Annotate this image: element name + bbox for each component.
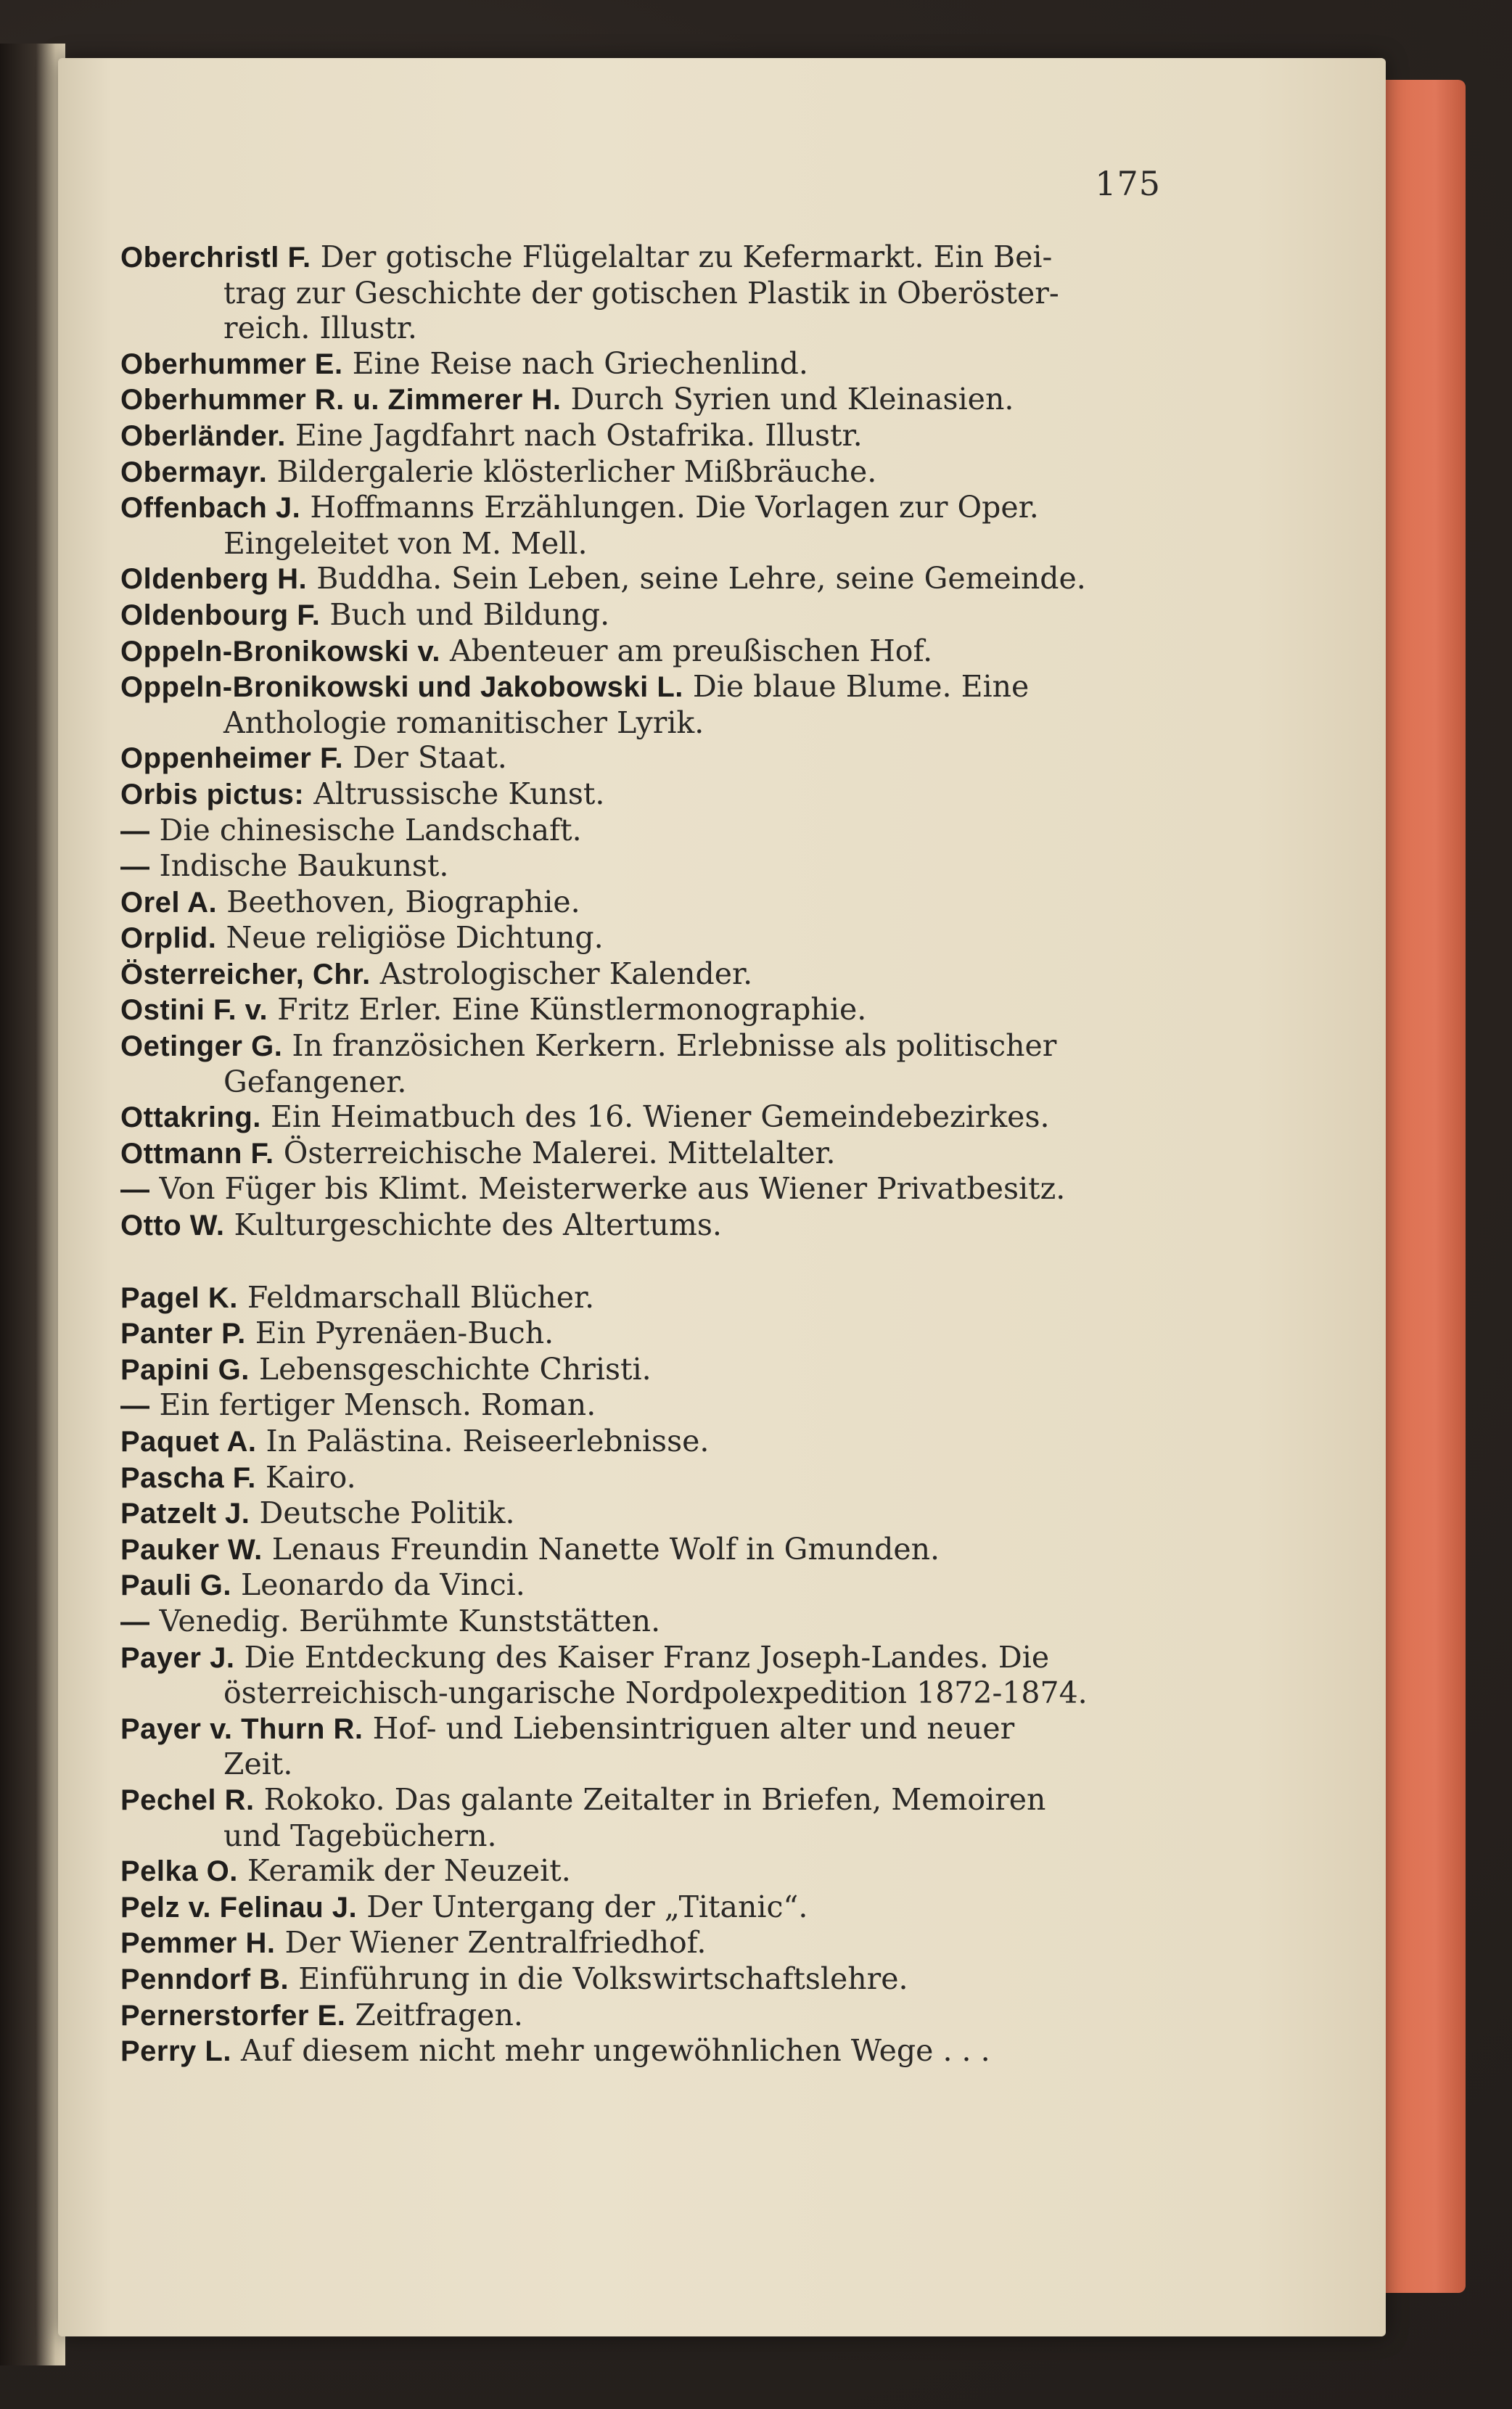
bibliography-list xyxy=(120,239,1165,2069)
entry-first-line xyxy=(120,1207,1165,1244)
entry-first-line xyxy=(120,382,1165,418)
entry-title: Keramik der Neuzeit. xyxy=(247,1853,571,1889)
entry-first-line xyxy=(120,920,1165,956)
bibliography-entry xyxy=(120,992,1165,1028)
bibliography-entry xyxy=(120,1711,1165,1782)
entry-first-line xyxy=(120,1998,1165,2034)
bibliography-entry xyxy=(120,2033,1165,2069)
entry-author: Ostini F. v. xyxy=(120,994,268,1027)
bibliography-entry xyxy=(120,1352,1165,1388)
book-spine xyxy=(0,44,65,2365)
entry-author: Panter P. xyxy=(120,1318,246,1350)
bibliography-entry xyxy=(120,633,1165,670)
entry-first-line xyxy=(120,597,1165,633)
entry-first-line xyxy=(120,239,1165,276)
entry-author: Ottmann F. xyxy=(120,1137,274,1170)
entry-title: Durch Syrien und Kleinasien. xyxy=(570,382,1014,417)
entry-title: Deutsche Politik. xyxy=(259,1495,515,1531)
entry-title: In französichen Kerkern. Erlebnisse als politischer xyxy=(292,1028,1057,1064)
entry-first-line xyxy=(120,1711,1165,1747)
entry-title: Ein fertiger Mensch. Roman. xyxy=(159,1387,596,1423)
entry-author: Pemmer H. xyxy=(120,1927,276,1960)
entry-author: Oberhummer R. u. Zimmerer H. xyxy=(120,384,562,416)
entry-first-line xyxy=(120,1460,1165,1496)
entry-author: Pelka O. xyxy=(120,1855,238,1888)
entry-title: Zeitfragen. xyxy=(355,1997,523,2032)
entry-first-line xyxy=(120,1387,1165,1424)
entry-first-line xyxy=(120,490,1165,526)
entry-title: Österreichische Malerei. Mittelalter. xyxy=(283,1135,836,1170)
entry-title: Lenaus Freundin Nanette Wolf in Gmunden. xyxy=(271,1531,940,1567)
entry-author: Oetinger G. xyxy=(120,1030,283,1063)
entry-continuation xyxy=(120,1818,1165,1854)
entry-title: Eine Reise nach Griechenlind. xyxy=(352,345,808,381)
entry-author: Oberhummer E. xyxy=(120,348,343,380)
bibliography-entry xyxy=(120,382,1165,418)
entry-author: Offenbach J. xyxy=(120,492,301,525)
bibliography-entry xyxy=(120,885,1165,921)
section-gap xyxy=(120,1244,1165,1280)
bibliography-entry xyxy=(120,418,1165,454)
entry-title: Die blaue Blume. Eine xyxy=(692,669,1030,705)
bibliography-entry xyxy=(120,813,1165,849)
entry-first-line xyxy=(120,633,1165,670)
bibliography-entry xyxy=(120,1424,1165,1460)
bibliography-entry xyxy=(120,848,1165,885)
entry-title: Gefangener. xyxy=(223,1064,407,1099)
entry-first-line xyxy=(120,848,1165,885)
bibliography-entry xyxy=(120,740,1165,776)
entry-author: Payer J. xyxy=(120,1641,235,1674)
entry-author: Oppenheimer F. xyxy=(120,742,344,775)
entry-author: Perry L. xyxy=(120,2035,231,2068)
entry-continuation xyxy=(120,311,1165,346)
bibliography-entry xyxy=(120,1640,1165,1711)
bibliography-entry xyxy=(120,561,1165,597)
bibliography-entry xyxy=(120,346,1165,382)
bibliography-entry xyxy=(120,1207,1165,1244)
entry-first-line xyxy=(120,740,1165,776)
entry-author: Oldenbourg F. xyxy=(120,599,321,631)
entry-first-line xyxy=(120,1532,1165,1568)
bibliography-entry xyxy=(120,1280,1165,1316)
entry-title: Altrussische Kunst. xyxy=(313,776,605,811)
bibliography-entry xyxy=(120,1028,1165,1099)
page-number: 175 xyxy=(1095,164,1161,203)
entry-first-line xyxy=(120,1853,1165,1889)
entry-author: Patzelt J. xyxy=(120,1498,250,1530)
entry-title: Fritz Erler. Eine Künstlermonographie. xyxy=(277,992,867,1027)
entry-continuation xyxy=(120,526,1165,562)
entry-author: Pauli G. xyxy=(120,1569,231,1602)
entry-title: Eine Jagdfahrt nach Ostafrika. Illustr. xyxy=(295,417,863,453)
entry-author: Oberländer. xyxy=(120,419,286,452)
entry-author: Penndorf B. xyxy=(120,1963,289,1995)
entry-first-line xyxy=(120,956,1165,993)
entry-first-line xyxy=(120,1925,1165,1961)
entry-title: und Tagebüchern. xyxy=(223,1818,497,1853)
entry-first-line xyxy=(120,1495,1165,1532)
bibliography-entry xyxy=(120,1998,1165,2034)
entry-author: Otto W. xyxy=(120,1210,225,1242)
entry-title: trag zur Geschichte der gotischen Plastik in Oberöster- xyxy=(223,275,1059,311)
bibliography-entry xyxy=(120,1782,1165,1853)
entry-continuation xyxy=(120,1747,1165,1782)
bibliography-entry xyxy=(120,1136,1165,1172)
bibliography-entry xyxy=(120,920,1165,956)
entry-title: Rokoko. Das galante Zeitalter in Briefen, Memoiren xyxy=(263,1781,1046,1817)
entry-first-line xyxy=(120,1640,1165,1676)
entry-title: In Palästina. Reiseerlebnisse. xyxy=(266,1424,710,1458)
bibliography-entry xyxy=(120,1532,1165,1568)
entry-first-line xyxy=(120,1171,1165,1207)
entry-title: Die Entdeckung des Kaiser Franz Joseph-Landes. Die xyxy=(244,1639,1050,1675)
entry-first-line xyxy=(120,561,1165,597)
entry-title: Hoffmanns Erzählungen. Die Vorlagen zur Oper. xyxy=(310,490,1039,525)
entry-title: Venedig. Berühmte Kunststätten. xyxy=(159,1603,661,1638)
entry-first-line xyxy=(120,992,1165,1028)
entry-title: Von Füger bis Klimt. Meisterwerke aus Wiener Privatbesitz. xyxy=(159,1171,1066,1207)
entry-author: — xyxy=(120,814,150,847)
entry-first-line xyxy=(120,1028,1165,1064)
entry-title: Ein Pyrenäen-Buch. xyxy=(255,1316,554,1351)
entry-first-line xyxy=(120,1961,1165,1998)
entry-author: Pernerstorfer E. xyxy=(120,1999,346,2032)
entry-title: Hof- und Liebensintriguen alter und neuer xyxy=(372,1710,1015,1746)
entry-title: Eingeleitet von M. Mell. xyxy=(223,525,588,561)
entry-first-line xyxy=(120,1424,1165,1460)
entry-author: — xyxy=(120,1390,150,1422)
entry-first-line xyxy=(120,418,1165,454)
bibliography-entry xyxy=(120,490,1165,561)
entry-title: Buch und Bildung. xyxy=(329,596,610,632)
entry-title: Die chinesische Landschaft. xyxy=(159,812,582,848)
entry-continuation xyxy=(120,276,1165,311)
bibliography-entry xyxy=(120,776,1165,813)
entry-first-line xyxy=(120,1099,1165,1136)
entry-title: österreichisch-ungarische Nordpolexpedition 1872-1874. xyxy=(223,1675,1088,1711)
entry-continuation xyxy=(120,1675,1165,1711)
entry-first-line xyxy=(120,2033,1165,2069)
entry-first-line xyxy=(120,1604,1165,1640)
entry-title: Astrologischer Kalender. xyxy=(379,956,753,991)
entry-title: Abenteuer am preußischen Hof. xyxy=(449,633,933,668)
entry-continuation xyxy=(120,705,1165,741)
entry-first-line xyxy=(120,1316,1165,1352)
entry-author: Pechel R. xyxy=(120,1784,255,1816)
bibliography-entry xyxy=(120,454,1165,491)
entry-first-line xyxy=(120,1889,1165,1926)
entry-author: Paquet A. xyxy=(120,1426,257,1458)
entry-first-line xyxy=(120,1567,1165,1604)
entry-author: Pelz v. Felinau J. xyxy=(120,1891,358,1924)
bibliography-entry xyxy=(120,1889,1165,1926)
entry-title: Kairo. xyxy=(265,1459,356,1495)
bibliography-entry xyxy=(120,1567,1165,1604)
entry-first-line xyxy=(120,454,1165,491)
entry-author: Pagel K. xyxy=(120,1281,238,1314)
entry-first-line xyxy=(120,1280,1165,1316)
entry-author: Oppeln-Bronikowski v. xyxy=(120,635,440,668)
entry-title: Kulturgeschichte des Altertums. xyxy=(234,1207,722,1243)
entry-title: Ein Heimatbuch des 16. Wiener Gemeindebezirkes. xyxy=(270,1099,1050,1135)
bibliography-entry xyxy=(120,669,1165,740)
entry-author: Obermayr. xyxy=(120,456,268,488)
entry-title: Der Staat. xyxy=(353,740,507,776)
entry-title: Zeit. xyxy=(223,1747,293,1782)
bibliography-entry xyxy=(120,1460,1165,1496)
entry-author: Orel A. xyxy=(120,886,218,919)
entry-title: Neue religiöse Dichtung. xyxy=(226,920,604,956)
bibliography-entry xyxy=(120,239,1165,346)
entry-author: Österreicher, Chr. xyxy=(120,958,371,990)
entry-title: Anthologie romanitischer Lyrik. xyxy=(223,705,704,740)
entry-author: Oppeln-Bronikowski und Jakobowski L. xyxy=(120,671,683,704)
bibliography-entry xyxy=(120,1853,1165,1889)
entry-title: Feldmarschall Blücher. xyxy=(247,1279,595,1315)
entry-first-line xyxy=(120,1136,1165,1172)
bibliography-entry xyxy=(120,1387,1165,1424)
entry-author: Oberchristl F. xyxy=(120,242,311,274)
bibliography-entry xyxy=(120,597,1165,633)
entry-first-line xyxy=(120,813,1165,849)
entry-title: Lebensgeschichte Christi. xyxy=(258,1351,652,1387)
entry-first-line xyxy=(120,776,1165,813)
bibliography-entry xyxy=(120,956,1165,993)
entry-title: Bildergalerie klösterlicher Mißbräuche. xyxy=(276,454,877,489)
entry-title: Der Wiener Zentralfriedhof. xyxy=(284,1925,707,1961)
entry-title: Der Untergang der „Titanic“. xyxy=(366,1889,808,1924)
bibliography-entry xyxy=(120,1495,1165,1532)
entry-first-line xyxy=(120,346,1165,382)
entry-author: — xyxy=(120,1605,150,1638)
entry-title: Beethoven, Biographie. xyxy=(226,884,580,919)
bibliography-entry xyxy=(120,1925,1165,1961)
bibliography-entry xyxy=(120,1961,1165,1998)
entry-author: Pascha F. xyxy=(120,1461,256,1494)
entry-first-line xyxy=(120,1352,1165,1388)
bibliography-entry xyxy=(120,1099,1165,1136)
entry-author: Papini G. xyxy=(120,1353,250,1386)
entry-title: Der gotische Flügelaltar zu Kefermarkt. Ein Bei- xyxy=(320,239,1053,274)
entry-title: Buddha. Sein Leben, seine Lehre, seine Gemeinde. xyxy=(316,561,1086,596)
entry-author: Payer v. Thurn R. xyxy=(120,1712,363,1745)
bibliography-entry xyxy=(120,1171,1165,1207)
entry-title: Leonardo da Vinci. xyxy=(240,1567,525,1603)
entry-title: reich. Illustr. xyxy=(223,311,417,346)
entry-first-line xyxy=(120,1782,1165,1818)
entry-author: — xyxy=(120,850,150,883)
bibliography-entry xyxy=(120,1316,1165,1352)
entry-title: Einführung in die Volkswirtschaftslehre. xyxy=(298,1961,908,1996)
entry-continuation xyxy=(120,1064,1165,1100)
entry-title: Auf diesem nicht mehr ungewöhnlichen Wege . . . xyxy=(241,2033,990,2069)
entry-title: Indische Baukunst. xyxy=(159,848,449,884)
entry-author: — xyxy=(120,1173,150,1206)
entry-first-line xyxy=(120,885,1165,921)
entry-author: Orbis pictus: xyxy=(120,778,305,810)
entry-author: Ottakring. xyxy=(120,1101,261,1134)
entry-first-line xyxy=(120,669,1165,705)
entry-author: Orplid. xyxy=(120,922,217,955)
entry-author: Oldenberg H. xyxy=(120,563,308,596)
entry-author: Pauker W. xyxy=(120,1533,263,1566)
bibliography-entry xyxy=(120,1604,1165,1640)
